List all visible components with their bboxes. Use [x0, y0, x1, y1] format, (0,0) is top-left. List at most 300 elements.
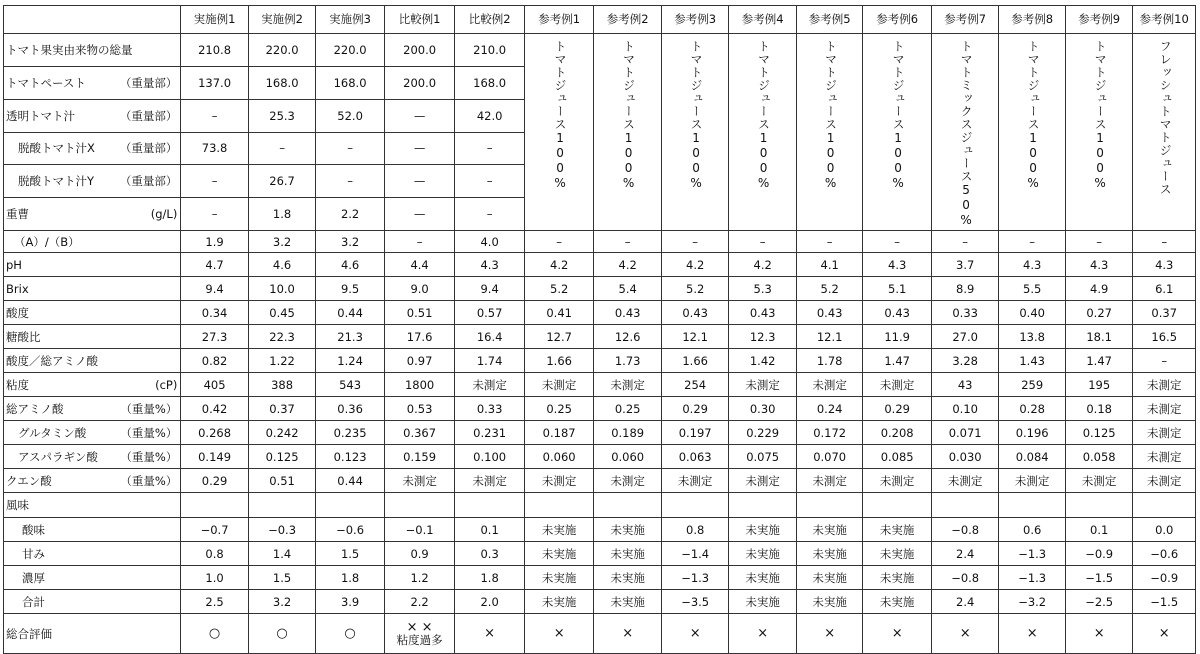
value-cell: 未実施: [594, 590, 662, 614]
value-cell: 未測定: [455, 469, 525, 493]
value-cell: 0.030: [931, 445, 999, 469]
overall-label: 総合評価: [4, 614, 181, 654]
value-cell: 200.0: [384, 34, 455, 67]
value-cell: 5.1: [863, 277, 932, 301]
value-cell: 0.82: [181, 349, 249, 373]
value-cell: 4.3: [1065, 253, 1133, 277]
value-cell: 5.2: [796, 277, 863, 301]
value-cell: 未測定: [524, 373, 594, 397]
value-cell: 137.0: [181, 66, 249, 99]
column-header: 参考例6: [863, 6, 932, 34]
overall-cell: [594, 614, 662, 654]
overall-mark: ×: [689, 625, 701, 641]
composition-label: [4, 99, 181, 132]
property-row: [4, 373, 1196, 397]
value-cell: 1.73: [594, 349, 662, 373]
value-cell: 17.6: [384, 325, 455, 349]
value-cell: 0.34: [181, 301, 249, 325]
value-cell: 5.4: [594, 277, 662, 301]
reference-product-label: [661, 34, 729, 231]
empty-cell: [729, 493, 797, 518]
property-label: [4, 397, 181, 421]
property-row: [4, 349, 1196, 373]
overall-mark: ×: [824, 625, 836, 641]
overall-cell: [455, 614, 525, 654]
value-cell: 3.28: [931, 349, 999, 373]
overall-mark: ×: [622, 625, 634, 641]
value-cell: 21.3: [316, 325, 385, 349]
value-cell: 0.229: [729, 421, 797, 445]
row-unit: （重量部）: [119, 174, 178, 189]
empty-cell: [384, 493, 455, 518]
value-cell: 0.33: [931, 301, 999, 325]
value-cell: 25.3: [248, 99, 316, 132]
property-label: [4, 301, 181, 325]
row-unit: （重量部）: [119, 75, 178, 90]
value-cell: 0.37: [248, 397, 316, 421]
value-cell: 未測定: [863, 373, 932, 397]
column-header: 比較例2: [455, 6, 525, 34]
value-cell: 0.30: [729, 397, 797, 421]
value-cell: 3.7: [931, 253, 999, 277]
column-header: 参考例9: [1065, 6, 1133, 34]
value-cell: 0.197: [661, 421, 729, 445]
empty-cell: [181, 493, 249, 518]
empty-cell: [594, 493, 662, 518]
value-cell: 未実施: [796, 542, 863, 566]
row-label-text: 酸度／総アミノ酸: [6, 353, 98, 368]
overall-cell: [316, 614, 385, 654]
value-cell: 1.74: [455, 349, 525, 373]
value-cell: 0.0: [1133, 518, 1196, 542]
value-cell: 4.2: [661, 253, 729, 277]
value-cell: 未実施: [594, 566, 662, 590]
row-label-text: 脱酸トマト汁Y: [18, 174, 95, 189]
value-cell: 未測定: [384, 469, 455, 493]
value-cell: 0.41: [524, 301, 594, 325]
value-cell: 168.0: [248, 66, 316, 99]
value-cell: 0.8: [661, 518, 729, 542]
overall-mark: ×: [553, 625, 565, 641]
column-header: 参考例4: [729, 6, 797, 34]
value-cell: 未測定: [594, 469, 662, 493]
value-cell: 0.196: [999, 421, 1066, 445]
empty-cell: [931, 493, 999, 518]
value-cell: –: [181, 165, 249, 198]
column-header: 参考例2: [594, 6, 662, 34]
flavor-header-row: [4, 493, 1196, 518]
value-cell: 未実施: [796, 566, 863, 590]
value-cell: 0.208: [863, 421, 932, 445]
row-label-text: トマトペースト: [6, 75, 86, 90]
flavor-label: 濃厚: [4, 566, 181, 590]
value-cell: 0.53: [384, 397, 455, 421]
value-cell: 4.3: [999, 253, 1066, 277]
value-cell: 5.3: [729, 277, 797, 301]
value-cell: 0.97: [384, 349, 455, 373]
value-cell: 未実施: [863, 566, 932, 590]
value-cell: 27.0: [931, 325, 999, 349]
value-cell: 未実施: [863, 542, 932, 566]
value-cell: 0.123: [316, 445, 385, 469]
value-cell: 未測定: [1133, 421, 1196, 445]
reference-product-text: トマトミックスジュース50%: [959, 40, 974, 228]
value-cell: 1.78: [796, 349, 863, 373]
value-cell: 12.6: [594, 325, 662, 349]
value-cell: 4.7: [181, 253, 249, 277]
value-cell: 0.159: [384, 445, 455, 469]
row-label-text: 粘度: [6, 377, 29, 392]
row-label-text: 糖酸比: [6, 329, 41, 344]
empty-cell: [796, 493, 863, 518]
value-cell: 4.3: [455, 253, 525, 277]
value-cell: 0.1: [1065, 518, 1133, 542]
property-row: [4, 445, 1196, 469]
value-cell: 未実施: [729, 590, 797, 614]
value-cell: 0.28: [999, 397, 1066, 421]
value-cell: −1.3: [999, 566, 1066, 590]
value-cell: 未測定: [796, 373, 863, 397]
reference-product-text: フレッシュトマトジュース: [1158, 40, 1173, 196]
value-cell: —: [384, 99, 455, 132]
value-cell: 未実施: [729, 518, 797, 542]
overall-cell: [661, 614, 729, 654]
value-cell: 259: [999, 373, 1066, 397]
value-cell: 0.44: [316, 301, 385, 325]
value-cell: 1.66: [661, 349, 729, 373]
value-cell: 1800: [384, 373, 455, 397]
value-cell: 4.2: [729, 253, 797, 277]
value-cell: –: [999, 231, 1066, 253]
reference-product-text: トマトジュース100%: [621, 40, 636, 191]
value-cell: 4.3: [863, 253, 932, 277]
value-cell: 0.6: [999, 518, 1066, 542]
value-cell: 未実施: [729, 566, 797, 590]
value-cell: 22.3: [248, 325, 316, 349]
reference-product-text: トマトジュース100%: [891, 40, 906, 191]
value-cell: 0.42: [181, 397, 249, 421]
value-cell: 0.18: [1065, 397, 1133, 421]
property-label: [4, 277, 181, 301]
value-cell: −1.3: [661, 566, 729, 590]
value-cell: –: [661, 231, 729, 253]
row-label-text: 脱酸トマト汁X: [18, 141, 95, 156]
reference-product-label: [524, 34, 594, 231]
column-header: 参考例5: [796, 6, 863, 34]
column-header: 実施例3: [316, 6, 385, 34]
overall-mark: ×: [484, 625, 496, 641]
value-cell: 未測定: [729, 469, 797, 493]
property-row: [4, 277, 1196, 301]
column-header: 参考例1: [524, 6, 594, 34]
row-unit: （重量%）: [120, 473, 178, 488]
value-cell: 0.27: [1065, 301, 1133, 325]
overall-mark: ×: [757, 625, 769, 641]
value-cell: 0.40: [999, 301, 1066, 325]
value-cell: 1.9: [181, 231, 249, 253]
reference-product-label: [931, 34, 999, 231]
property-row: [4, 397, 1196, 421]
reference-product-label: [999, 34, 1066, 231]
value-cell: –: [384, 231, 455, 253]
value-cell: 405: [181, 373, 249, 397]
value-cell: –: [316, 132, 385, 165]
reference-product-label: [594, 34, 662, 231]
value-cell: 2.2: [316, 198, 385, 231]
value-cell: 26.7: [248, 165, 316, 198]
value-cell: 未実施: [524, 518, 594, 542]
value-cell: 0.075: [729, 445, 797, 469]
row-label-text: Brix: [6, 281, 29, 296]
value-cell: –: [796, 231, 863, 253]
value-cell: 1.5: [248, 566, 316, 590]
value-cell: 0.29: [661, 397, 729, 421]
value-cell: –: [1133, 349, 1196, 373]
flavor-header: 風味: [4, 493, 181, 518]
value-cell: 0.268: [181, 421, 249, 445]
overall-cell: [524, 614, 594, 654]
overall-cell: [796, 614, 863, 654]
value-cell: 2.0: [455, 590, 525, 614]
value-cell: 未測定: [729, 373, 797, 397]
value-cell: 0.43: [863, 301, 932, 325]
value-cell: 0.242: [248, 421, 316, 445]
overall-mark: × ×: [406, 619, 433, 635]
row-unit: （重量%）: [120, 449, 178, 464]
value-cell: 4.2: [524, 253, 594, 277]
value-cell: 0.25: [594, 397, 662, 421]
reference-product-text: トマトジュース100%: [1026, 40, 1041, 191]
value-cell: 未実施: [863, 518, 932, 542]
row-label-text: トマト果実由来物の総量: [6, 42, 133, 57]
value-cell: 0.100: [455, 445, 525, 469]
overall-mark: ×: [959, 625, 971, 641]
value-cell: 未実施: [524, 590, 594, 614]
value-cell: −0.8: [931, 566, 999, 590]
value-cell: 0.125: [248, 445, 316, 469]
value-cell: 10.0: [248, 277, 316, 301]
property-row: [4, 301, 1196, 325]
row-label-text: アスパラギン酸: [18, 449, 98, 464]
value-cell: –: [524, 231, 594, 253]
value-cell: −0.9: [1133, 566, 1196, 590]
value-cell: –: [863, 231, 932, 253]
value-cell: 3.2: [316, 231, 385, 253]
row-unit: (cP): [155, 377, 178, 392]
value-cell: −0.3: [248, 518, 316, 542]
value-cell: 0.149: [181, 445, 249, 469]
value-cell: 4.2: [594, 253, 662, 277]
value-cell: 未測定: [796, 469, 863, 493]
value-cell: 未実施: [796, 518, 863, 542]
value-cell: 0.57: [455, 301, 525, 325]
property-label: [4, 421, 181, 445]
value-cell: 0.172: [796, 421, 863, 445]
empty-cell: [248, 493, 316, 518]
value-cell: 0.33: [455, 397, 525, 421]
composition-row: [4, 34, 1196, 67]
value-cell: –: [729, 231, 797, 253]
empty-cell: [1133, 493, 1196, 518]
value-cell: −0.8: [931, 518, 999, 542]
overall-mark: ×: [1093, 625, 1105, 641]
overall-mark: ×: [1158, 625, 1170, 641]
value-cell: –: [1065, 231, 1133, 253]
value-cell: 42.0: [455, 99, 525, 132]
value-cell: 0.231: [455, 421, 525, 445]
composition-label: [4, 165, 181, 198]
overall-cell: [248, 614, 316, 654]
value-cell: 0.9: [384, 542, 455, 566]
empty-cell: [999, 493, 1066, 518]
overall-mark: ×: [891, 625, 903, 641]
flavor-label: 合計: [4, 590, 181, 614]
value-cell: 73.8: [181, 132, 249, 165]
column-header: 参考例10: [1133, 6, 1196, 34]
value-cell: –: [594, 231, 662, 253]
overall-mark: ×: [1026, 625, 1038, 641]
value-cell: 未測定: [661, 469, 729, 493]
overall-cell: [1133, 614, 1196, 654]
value-cell: 220.0: [316, 34, 385, 67]
property-row: [4, 325, 1196, 349]
column-header: 実施例2: [248, 6, 316, 34]
value-cell: 未実施: [524, 566, 594, 590]
value-cell: 1.24: [316, 349, 385, 373]
value-cell: 6.1: [1133, 277, 1196, 301]
column-header: 参考例7: [931, 6, 999, 34]
reference-product-label: [729, 34, 797, 231]
value-cell: –: [248, 132, 316, 165]
value-cell: 0.43: [661, 301, 729, 325]
value-cell: 9.4: [455, 277, 525, 301]
overall-cell: [1065, 614, 1133, 654]
value-cell: −1.5: [1065, 566, 1133, 590]
value-cell: −1.3: [999, 542, 1066, 566]
value-cell: –: [181, 99, 249, 132]
value-cell: 0.367: [384, 421, 455, 445]
value-cell: —: [384, 165, 455, 198]
value-cell: 0.10: [931, 397, 999, 421]
value-cell: 1.2: [384, 566, 455, 590]
value-cell: 5.2: [524, 277, 594, 301]
value-cell: 2.5: [181, 590, 249, 614]
flavor-row: [4, 518, 1196, 542]
property-label: [4, 325, 181, 349]
column-header: 比較例1: [384, 6, 455, 34]
value-cell: 16.5: [1133, 325, 1196, 349]
overall-cell: [384, 614, 455, 654]
value-cell: 2.2: [384, 590, 455, 614]
value-cell: 0.3: [455, 542, 525, 566]
value-cell: −3.2: [999, 590, 1066, 614]
empty-cell: [661, 493, 729, 518]
value-cell: 13.8: [999, 325, 1066, 349]
value-cell: 0.51: [248, 469, 316, 493]
value-cell: 12.7: [524, 325, 594, 349]
value-cell: 210.0: [455, 34, 525, 67]
row-label-text: 重曹: [6, 207, 29, 222]
value-cell: 200.0: [384, 66, 455, 99]
value-cell: 4.6: [316, 253, 385, 277]
value-cell: 1.8: [248, 198, 316, 231]
row-unit: （重量部）: [119, 141, 178, 156]
value-cell: 0.063: [661, 445, 729, 469]
composition-label: [4, 34, 181, 67]
value-cell: 1.47: [863, 349, 932, 373]
value-cell: 0.058: [1065, 445, 1133, 469]
value-cell: 543: [316, 373, 385, 397]
value-cell: 18.1: [1065, 325, 1133, 349]
value-cell: 1.8: [316, 566, 385, 590]
value-cell: 未実施: [729, 542, 797, 566]
value-cell: −3.5: [661, 590, 729, 614]
value-cell: 0.125: [1065, 421, 1133, 445]
value-cell: 0.43: [594, 301, 662, 325]
value-cell: 0.43: [796, 301, 863, 325]
value-cell: 1.8: [455, 566, 525, 590]
property-row: [4, 469, 1196, 493]
flavor-label: 酸味: [4, 518, 181, 542]
value-cell: 1.42: [729, 349, 797, 373]
overall-mark: ○: [208, 625, 221, 641]
value-cell: 未測定: [524, 469, 594, 493]
property-label: [4, 445, 181, 469]
row-unit: （重量部）: [119, 108, 178, 123]
reference-product-text: トマトジュース100%: [553, 40, 568, 191]
value-cell: 16.4: [455, 325, 525, 349]
row-label-text: 酸度: [6, 305, 29, 320]
value-cell: 2.4: [931, 542, 999, 566]
value-cell: 0.45: [248, 301, 316, 325]
results-table: [3, 5, 1196, 654]
value-cell: 0.235: [316, 421, 385, 445]
composition-label: [4, 198, 181, 231]
value-cell: –: [931, 231, 999, 253]
value-cell: 0.36: [316, 397, 385, 421]
value-cell: 0.44: [316, 469, 385, 493]
value-cell: 4.3: [1133, 253, 1196, 277]
value-cell: 12.1: [661, 325, 729, 349]
row-unit: (g/L): [150, 207, 178, 222]
empty-cell: [455, 493, 525, 518]
row-unit: （重量%）: [120, 401, 178, 416]
value-cell: 168.0: [455, 66, 525, 99]
empty-cell: [1065, 493, 1133, 518]
value-cell: 未測定: [1133, 445, 1196, 469]
value-cell: 1.5: [316, 542, 385, 566]
column-header: 参考例8: [999, 6, 1066, 34]
column-header: 実施例1: [181, 6, 249, 34]
value-cell: —: [384, 198, 455, 231]
value-cell: −0.6: [1133, 542, 1196, 566]
value-cell: 未測定: [1065, 469, 1133, 493]
value-cell: −0.1: [384, 518, 455, 542]
value-cell: 0.1: [455, 518, 525, 542]
value-cell: 未測定: [1133, 373, 1196, 397]
value-cell: 未測定: [594, 373, 662, 397]
reference-product-text: トマトジュース100%: [1093, 40, 1108, 191]
reference-product-label: [1133, 34, 1196, 231]
flavor-row: [4, 542, 1196, 566]
empty-cell: [316, 493, 385, 518]
value-cell: 3.2: [248, 231, 316, 253]
value-cell: 未実施: [594, 542, 662, 566]
overall-mark: ○: [276, 625, 288, 641]
value-cell: 0.060: [524, 445, 594, 469]
row-label-text: クエン酸: [6, 473, 52, 488]
value-cell: 4.1: [796, 253, 863, 277]
